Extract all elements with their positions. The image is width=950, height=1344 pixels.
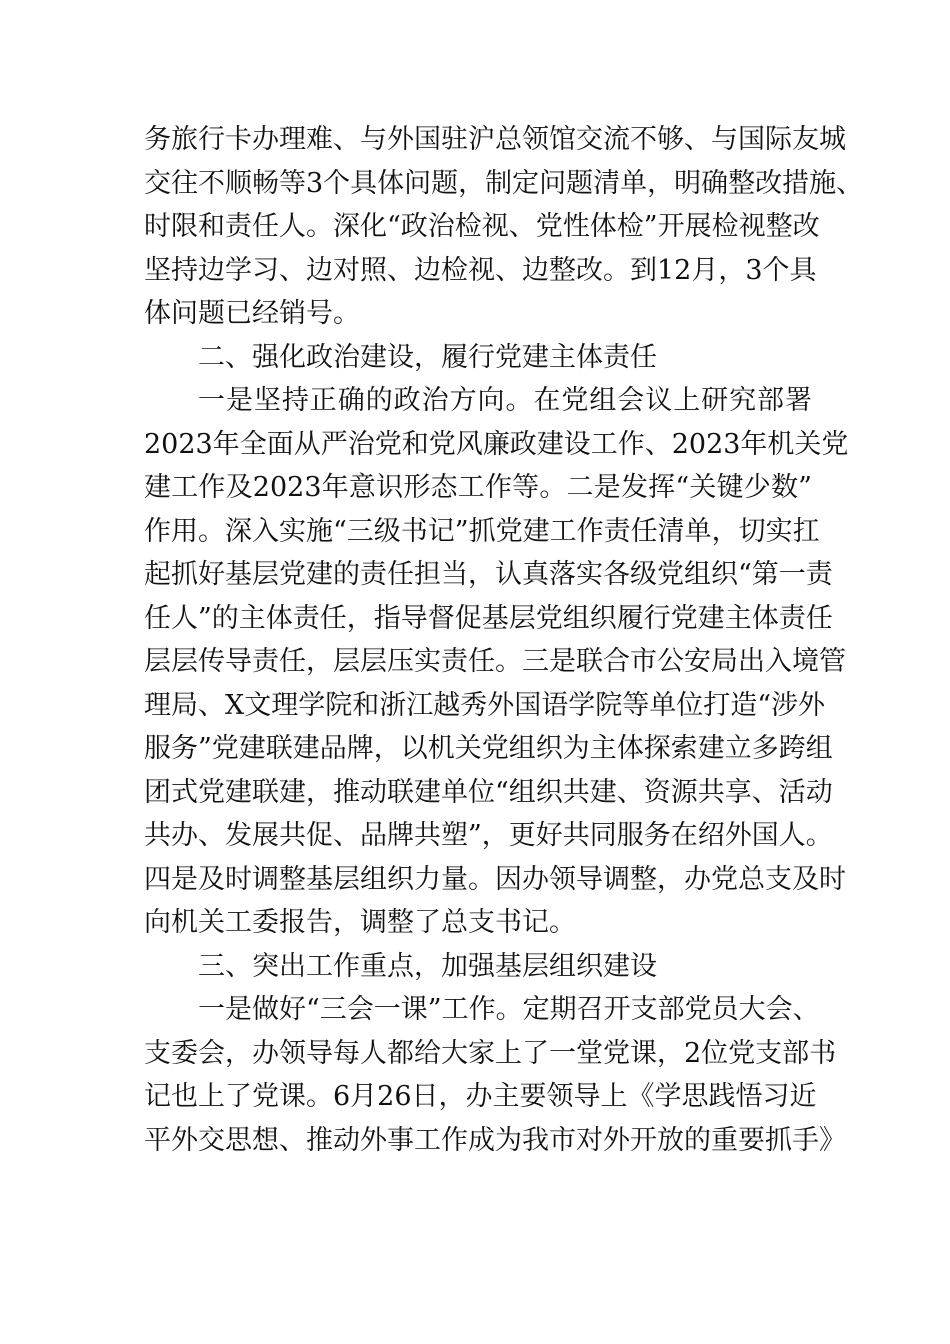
body-text-line: 服务”党建联建品牌，以机关党组织为主体探索建立多跨组	[144, 733, 833, 764]
body-text-line: 时限和责任人。深化“政治检视、党性体检”开展检视整改	[144, 211, 820, 242]
body-text-line: 交往不顺畅等3个具体问题，制定问题清单，明确整改措施、	[144, 167, 864, 199]
body-text-line: 层层传导责任，层层压实责任。三是联合市公安局出入境管	[144, 646, 846, 677]
body-text-line: 支委会，办领导每人都给大家上了一堂党课，2位党支部书	[144, 1037, 837, 1069]
document-body	[144, 118, 864, 1162]
body-text-line: 一是做好“三会一课”工作。定期召开支部党员大会、	[198, 994, 820, 1025]
body-text-line: 团式党建联建，推动联建单位“组织共建、资源共享、活动	[144, 776, 833, 808]
body-text-line: 务旅行卡办理难、与外国驻沪总领馆交流不够、与国际友城	[144, 124, 846, 155]
body-text-line: 坚持边学习、边对照、边检视、边整改。到12月，3个具	[144, 254, 817, 286]
body-text-line: 作用。深入实施“三级书记”抓党建工作责任清单，切实扛	[144, 515, 820, 547]
section-heading-3: 三、突出工作重点，加强基层组织建设	[198, 950, 657, 982]
body-text-line: 一是坚持正确的政治方向。在党组会议上研究部署	[198, 385, 812, 416]
body-text-line: 2023年全面从严治党和党风廉政建设工作、2023年机关党	[144, 428, 849, 460]
body-text-line: 共办、发展共促、品牌共塑”，更好共同服务在绍外国人。	[144, 820, 833, 851]
section-heading-2: 二、强化政治建设，履行党建主体责任	[198, 341, 657, 373]
body-text-line: 理局、X文理学院和浙江越秀外国语学院等单位打造“涉外	[144, 689, 826, 721]
body-text-line: 记也上了党课。6月26日，办主要领导上《学思践悟习近	[144, 1081, 817, 1112]
body-text-line: 建工作及2023年意识形态工作等。二是发挥“关键少数”	[144, 472, 812, 503]
body-text-line: 起抓好基层党建的责任担当，认真落实各级党组织“第一责	[144, 559, 833, 590]
body-text-line: 四是及时调整基层组织力量。因办领导调整，办党总支及时	[144, 863, 846, 895]
body-text-line: 向机关工委报告，调整了总支书记。	[144, 907, 576, 938]
body-text-line: 任人”的主体责任，指导督促基层党组织履行党建主体责任	[144, 602, 833, 634]
body-text-line: 平外交思想、推动外事工作成为我市对外开放的重要抓手》	[144, 1124, 846, 1156]
body-text-line: 体问题已经销号。	[144, 298, 360, 329]
